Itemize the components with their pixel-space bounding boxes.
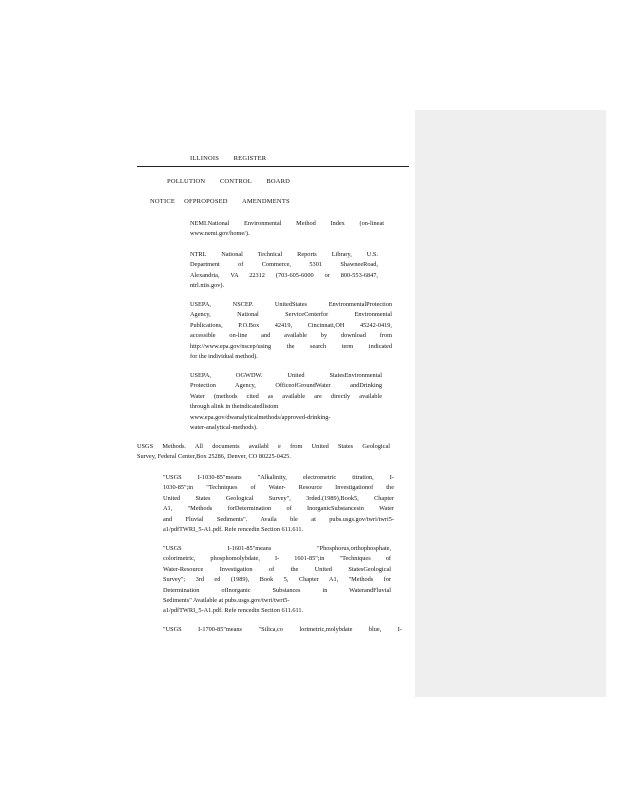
paragraph-usepa-nscep [190,300,392,362]
text-line: Survey"; 3rd ed (1989), Book 5, Chapter A1, "Methods for [163,576,391,584]
text-line: 1030-85";in "Techniques of Water- Resource Investigationof the [163,484,394,492]
paragraph-nemi [190,219,384,240]
text-line: "USGS I-1700-85"means "Silica,co lorimetric,molybdate blue, I- [163,626,402,633]
text-line: Water-Resource Investigation of the United StatesGeological [163,565,391,573]
text-line: and Fluvial Sediments". Availa ble at pubs.usgs.gov/twri/twri5- [163,515,394,523]
text-line: Survey, Federal Center,Box 25286, Denver, CO 80225-0425. [137,453,291,461]
paragraph-usepa-ogwdw [190,371,382,433]
header-rule [137,166,409,167]
text-line: NTRL National Technical Reports Library, U.S. [190,251,378,258]
register-header: ILLINOIS REGISTER [190,155,267,162]
text-line: A1, "Methods forDetermination of InorganicSubstancesin Water [163,505,394,513]
text-line: USEPA, OGWDW. United StatesEnvironmental [190,372,382,379]
paragraph-usgs-i1030 [163,473,394,535]
text-line: USEPA, NSCEP. UnitedStates EnvironmentalProtection [190,301,392,308]
text-line: through alink in theindicatedlistom [190,403,279,411]
text-line: Sediments" Available at pubs.usgs.gov/twri/twri5- [163,597,290,605]
text-line: water-analytical-methods). [190,424,258,432]
text-line: Publications, P.O.Box 42419, Cincinnati,OH 45242-0419, [190,321,392,329]
text-line: colorimetric, phosphomolybdate, I- 1601-85";in "Techniques of [163,555,391,563]
text-line: www.epa.gov/dwanalyticalmethods/approved-drinking- [190,413,331,421]
text-line: United States Geological Survey", 3rded.(1989),Book5, Chapter [163,494,394,502]
text-line: www.nemi.gov/home/). [190,230,250,238]
notice-header: NOTICE OFPROPOSED AMENDMENTS [150,198,290,205]
paragraph-usgs-methods [137,442,390,463]
text-line: ntrl.ntis.gov). [190,282,225,290]
text-line: for the individual method). [190,353,258,361]
comment-pane [415,110,606,697]
paragraph-usgs-i1601 [163,544,391,617]
text-line: Water (methods cited as available are directly available [190,392,382,400]
text-line: a1/pdfTWRI_5-A1.pdf. Refe rencedin Section 611.611. [163,607,304,615]
text-line: http://www.epa.gov/nscep/using the search term indicated [190,342,392,350]
text-line: Alexandria, VA 22312 (703-605-6000 or 800-553-6847, [190,271,378,279]
text-line: accessible on-line and available by download from [190,332,392,340]
text-line: a1/pdfTWRI_5-A1.pdf. Refe rencedin Section 611.611. [163,526,304,534]
text-line: Determination ofInorganic Substances in WaterandFluvial [163,586,391,594]
board-header: POLLUTION CONTROL BOARD [167,178,291,185]
text-line: USGS Methods. All documents availabl e from United States Geological [137,443,390,450]
text-line: Department of Commerce, 5301 ShawneeRoad, [190,261,378,269]
text-line: Protection Agency, OfficeofGroundWater andDrinking [190,382,382,390]
text-line: "USGS I-1601-85"means "Phosphorus,orthophosphate, [163,545,391,552]
text-line: Agency, National ServiceCenterfor Environmental [190,311,392,319]
paragraph-ntrl [190,250,378,292]
text-line: "USGS I-1030-85"means "Alkalinity, electrometric titration, I- [163,474,394,481]
paragraph-usgs-i1700 [163,625,402,635]
text-line: NEMI.National Environmental Method Index (on-lineat [190,220,384,227]
